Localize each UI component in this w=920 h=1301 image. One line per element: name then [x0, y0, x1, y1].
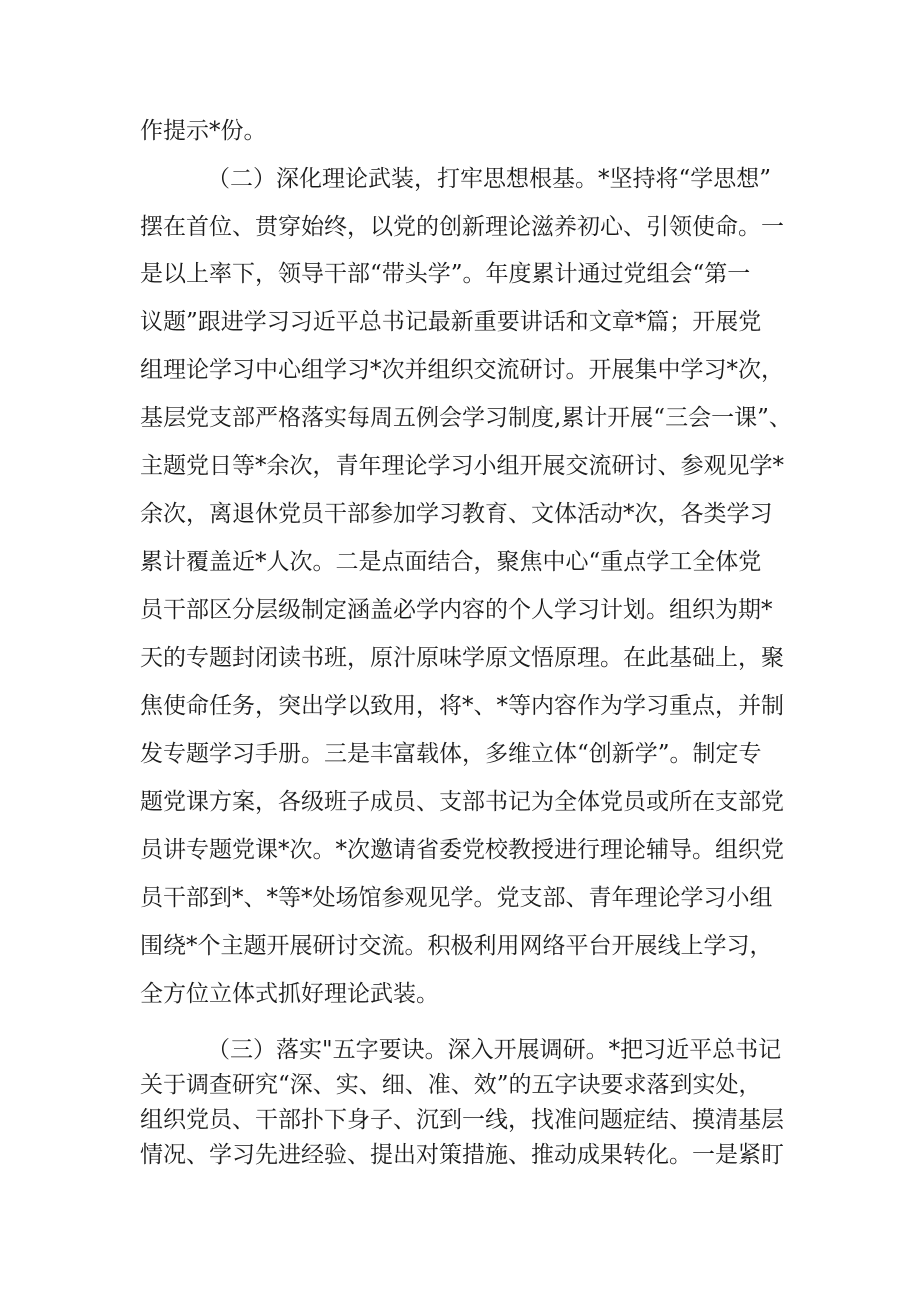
text-line: 基层党支部严格落实每周五例会学习制度,累计开展“三会一课”、: [140, 405, 792, 431]
text-line: 员干部区分层级制定涵盖必学内容的个人学习计划。组织为期*: [140, 597, 773, 623]
text-line: 主题党日等*余次，青年理论学习小组开展交流研讨、参观见学*: [140, 453, 784, 479]
text-line: 议题”跟进学习习近平总书记最新重要讲话和文章*篇；开展党: [140, 309, 762, 335]
text-line: 累计覆盖近*人次。二是点面结合，聚焦中心“重点学工全体党: [140, 549, 762, 575]
text-line: （三）落实"五字要诀。深入开展调研。*把习近平总书记: [207, 1037, 782, 1063]
text-line: 员干部到*、*等*处场馆参观见学。党支部、青年理论学习小组: [140, 885, 773, 911]
text-line: 组理论学习中心组学习*次并组织交流研讨。开展集中学习*次，: [140, 357, 784, 383]
text-line: 作提示*份。: [140, 118, 267, 144]
text-line: 天的专题封闭读书班，原汁原味学原文悟原理。在此基础上，聚: [140, 645, 784, 671]
text-line: 围绕*个主题开展研讨交流。积极利用网络平台开展线上学习，: [140, 933, 773, 959]
text-line: （二）深化理论武装，打牢思想根基。*坚持将“学思想”: [207, 166, 772, 192]
text-line: 关于调查研究“深、实、细、准、效”的五字诀要求落到实处，: [140, 1072, 762, 1098]
text-line: 情况、学习先进经验、提出对策措施、推动成果转化。一是紧盯: [140, 1142, 784, 1168]
text-line: 员讲专题党课*次。*次邀请省委党校教授进行理论辅导。组织党: [140, 837, 784, 863]
text-line: 全方位立体式抓好理论武装。: [140, 981, 439, 1007]
text-line: 焦使命任务，突出学以致用，将*、*等内容作为学习重点，并制: [140, 693, 784, 719]
text-line: 是以上率下，领导干部“带头学”。年度累计通过党组会“第一: [140, 261, 751, 287]
text-line: 发专题学习手册。三是丰富载体，多维立体“创新学”。制定专: [140, 741, 762, 767]
text-line: 组织党员、干部扑下身子、沉到一线，找准问题症结、摸清基层: [140, 1107, 784, 1133]
text-line: 余次，离退休党员干部参加学习教育、文体活动*次，各类学习: [140, 501, 773, 527]
text-line: 题党课方案，各级班子成员、支部书记为全体党员或所在支部党: [140, 789, 784, 815]
text-line: 摆在首位、贯穿始终，以党的创新理论滋养初心、引领使命。一: [140, 214, 784, 240]
